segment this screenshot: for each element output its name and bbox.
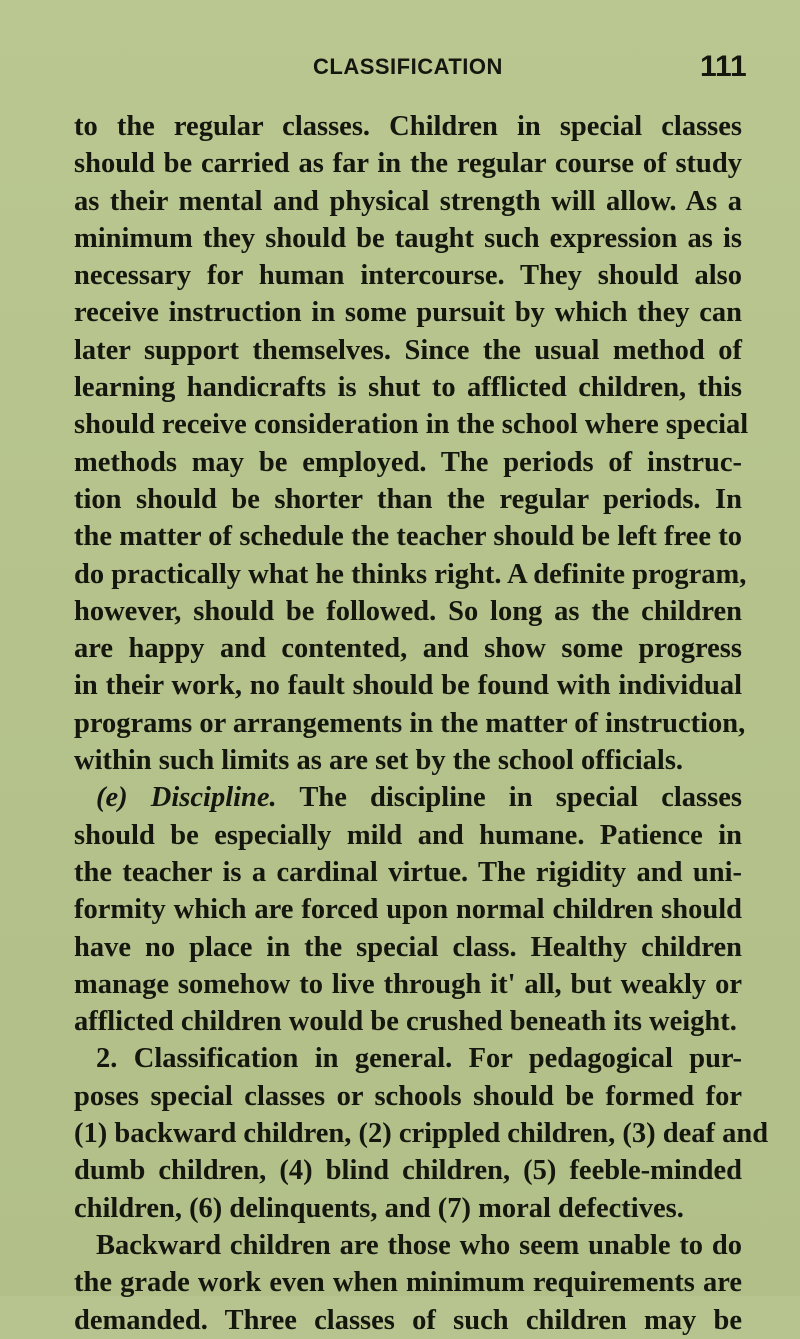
classification-heading: 2. Classification in general. — [96, 1043, 453, 1075]
text-line: Backward children are those who seem unable to do — [96, 1229, 742, 1261]
text-line: (1) backward children, (2) crippled children, (3) deaf and — [74, 1118, 769, 1150]
body-text — [74, 108, 769, 1339]
page-header — [0, 52, 800, 92]
text-line: should be especially mild and humane. Patience in — [74, 819, 742, 851]
text-line: as their mental and physical strength will allow. As a — [74, 185, 742, 217]
text-line: poses special classes or schools should be formed for — [74, 1080, 742, 1112]
text-line: within such limits as are set by the school officials. — [74, 745, 684, 777]
text-line: do practically what he thinks right. A definite program, — [74, 558, 747, 590]
text-line: the grade work even when minimum requirements are — [74, 1267, 742, 1299]
page-number: 111 — [700, 50, 747, 83]
text-line: are happy and contented, and show some progress — [74, 633, 742, 665]
classification-first-line-text: For pedagogical pur- — [468, 1043, 743, 1075]
text-line: should be carried as far in the regular course of study — [74, 148, 742, 180]
text-line: receive instruction in some pursuit by which they can — [74, 297, 742, 329]
text-line: necessary for human intercourse. They should also — [74, 260, 742, 292]
text-line: should receive consideration in the school where special — [74, 409, 749, 441]
text-line: however, should be followed. So long as the children — [74, 595, 742, 627]
discipline-heading: (e) Discipline. — [96, 782, 277, 814]
text-line: children, (6) delinquents, and (7) moral defectives. — [74, 1192, 684, 1224]
text-line: tion should be shorter than the regular periods. In — [74, 483, 742, 515]
text-line: manage somehow to live through it' all, but weakly or — [74, 968, 742, 1000]
text-line: programs or arrangements in the matter of instruction, — [74, 707, 746, 739]
text-line: dumb children, (4) blind children, (5) feeble-minded — [74, 1155, 742, 1187]
text-line: methods may be employed. The periods of instruc- — [74, 446, 742, 478]
text-line: later support themselves. Since the usual method of — [74, 334, 742, 366]
text-line: learning handicrafts is shut to afflicted children, this — [74, 372, 742, 404]
text-line: have no place in the special class. Healthy children — [74, 931, 742, 963]
classification-first-line — [74, 1040, 742, 1077]
text-line: the matter of schedule the teacher should be left free to — [74, 521, 742, 553]
text-line: to the regular classes. Children in special classes — [74, 111, 742, 142]
discipline-first-line-text: The discipline in special classes — [299, 782, 742, 814]
text-line: in their work, no fault should be found with individual — [74, 670, 742, 702]
discipline-first-line — [74, 779, 742, 816]
text-line: the teacher is a cardinal virtue. The rigidity and uni- — [74, 856, 742, 888]
text-line: afflicted children would be crushed beneath its weight. — [74, 1006, 737, 1038]
text-line: demanded. Three classes of such children may be — [74, 1304, 742, 1336]
text-line: minimum they should be taught such expression as is — [74, 222, 742, 254]
text-line: formity which are forced upon normal children should — [74, 894, 742, 926]
running-head: CLASSIFICATION — [313, 54, 503, 79]
